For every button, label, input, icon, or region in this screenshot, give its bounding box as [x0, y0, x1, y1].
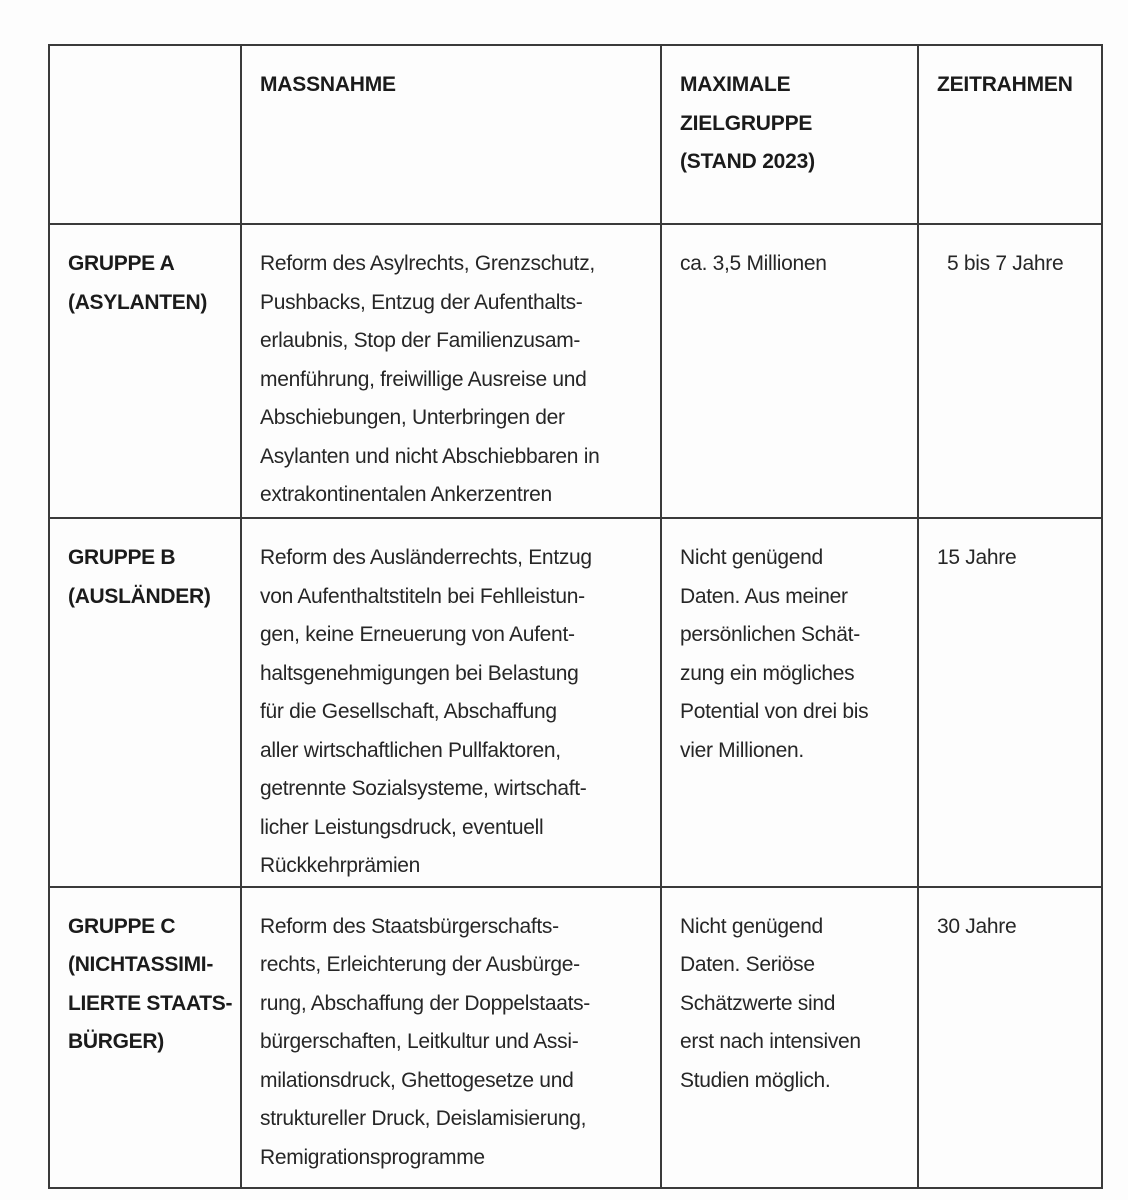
- measures-table: [48, 44, 1103, 1189]
- measure-line: getrennte Sozialsysteme, wirtschaft-: [260, 777, 587, 800]
- target-line: erst nach intensiven: [680, 1030, 861, 1053]
- header-cell-target: [661, 45, 918, 224]
- measure-line: aller wirtschaftlichen Pullfaktoren,: [260, 738, 561, 762]
- time-value: 5 bis 7 Jahre: [947, 252, 1064, 275]
- target-line: Daten. Seriöse: [680, 953, 815, 976]
- measure-line: struktureller Druck, Deislamisierung,: [260, 1107, 587, 1130]
- time-cell: [918, 224, 1102, 518]
- measure-line: Asylanten und nicht Abschiebbaren in: [260, 444, 600, 468]
- table-row: [49, 224, 1102, 518]
- measure-line: erlaubnis, Stop der Familienzusam-: [260, 329, 581, 352]
- header-measure-label: MASSNAHME: [260, 73, 396, 96]
- header-cell-group: [49, 45, 241, 224]
- measure-line: gen, keine Erneuerung von Aufent-: [260, 623, 575, 646]
- measure-line: Rückkehrprämien: [260, 854, 421, 877]
- measure-line: licher Leistungsdruck, eventuell: [260, 815, 544, 839]
- target-line: Daten. Aus meiner: [680, 584, 848, 608]
- time-cell: [918, 518, 1102, 887]
- time-value: 15 Jahre: [937, 546, 1017, 569]
- target-line: Potential von drei bis: [680, 700, 869, 723]
- group-label-line: GRUPPE A: [68, 252, 175, 275]
- group-label-line: (NICHTASSIMI-: [68, 953, 214, 976]
- measure-line: haltsgenehmigungen bei Belastung: [260, 661, 579, 685]
- target-cell: [661, 887, 918, 1188]
- measure-line: milationsdruck, Ghettogesetze und: [260, 1068, 574, 1092]
- measure-line: von Aufenthaltstiteln bei Fehlleistun-: [260, 584, 585, 608]
- time-value: 30 Jahre: [937, 914, 1017, 938]
- measure-line: rechts, Erleichterung der Ausbürge-: [260, 953, 580, 976]
- target-line: Nicht genügend: [680, 914, 823, 938]
- measure-line: Reform des Asylrechts, Grenzschutz,: [260, 252, 595, 275]
- target-line: persönlichen Schät-: [680, 623, 860, 646]
- target-line: zung ein mögliches: [680, 661, 855, 685]
- group-cell: [49, 887, 241, 1188]
- header-target-line: (STAND 2023): [680, 150, 815, 173]
- group-cell: [49, 224, 241, 518]
- header-target-line: MAXIMALE: [680, 73, 791, 96]
- table-header-row: [49, 45, 1102, 224]
- measure-cell: [241, 224, 661, 518]
- measure-line: menführung, freiwillige Ausreise und: [260, 367, 587, 391]
- group-label-line: LIERTE STAATS-: [68, 991, 233, 1015]
- header-cell-measure: [241, 45, 661, 224]
- target-line: Schätzwerte sind: [680, 991, 836, 1015]
- group-label-line: GRUPPE C: [68, 914, 176, 938]
- measure-line: bürgerschaften, Leitkultur und Assi-: [260, 1030, 579, 1053]
- header-group-label: [50, 46, 240, 66]
- group-label-line: (AUSLÄNDER): [68, 584, 211, 608]
- group-label-line: BÜRGER): [68, 1030, 164, 1053]
- header-cell-time: [918, 45, 1102, 224]
- measure-line: für die Gesellschaft, Abschaffung: [260, 700, 557, 723]
- group-label-line: (ASYLANTEN): [68, 290, 208, 314]
- measure-line: Reform des Ausländerrechts, Entzug: [260, 546, 592, 569]
- group-label-line: GRUPPE B: [68, 546, 176, 569]
- measure-cell: [241, 887, 661, 1188]
- target-line: Nicht genügend: [680, 546, 823, 569]
- target-line: ca. 3,5 Millionen: [680, 252, 827, 275]
- measure-line: extrakontinentalen Ankerzentren: [260, 483, 552, 506]
- measure-line: rung, Abschaffung der Doppelstaats-: [260, 991, 591, 1015]
- target-cell: [661, 518, 918, 887]
- target-cell: [661, 224, 918, 518]
- measure-cell: [241, 518, 661, 887]
- group-cell: [49, 518, 241, 887]
- measure-line: Reform des Staatsbürgerschafts-: [260, 914, 559, 938]
- measure-line: Pushbacks, Entzug der Aufenthalts-: [260, 290, 583, 314]
- table-row: [49, 518, 1102, 887]
- header-target-line: ZIELGRUPPE: [680, 111, 813, 135]
- table-row: [49, 887, 1102, 1188]
- target-line: Studien möglich.: [680, 1068, 831, 1092]
- measure-line: Remigrationsprogramme: [260, 1145, 485, 1169]
- target-line: vier Millionen.: [680, 738, 804, 762]
- measure-line: Abschiebungen, Unterbringen der: [260, 406, 565, 429]
- time-cell: [918, 887, 1102, 1188]
- header-time-label: ZEITRAHMEN: [937, 73, 1073, 96]
